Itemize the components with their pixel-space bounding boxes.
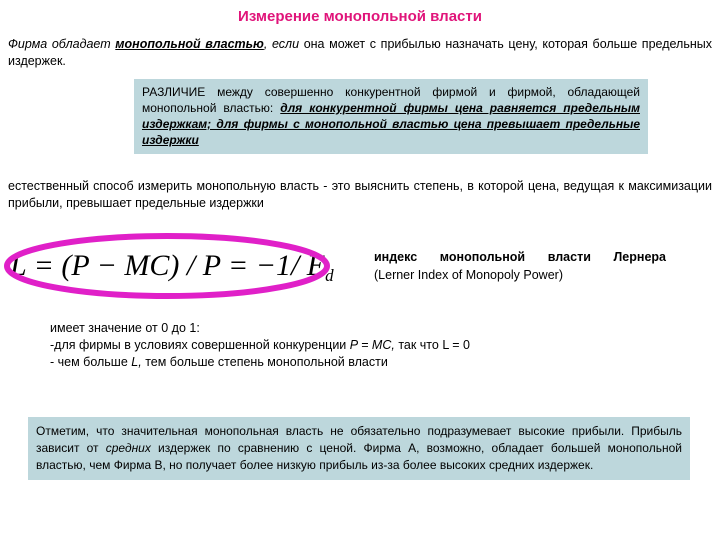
property-range: имеет значение от 0 до 1:	[50, 321, 200, 335]
difference-emphasis: для конкурентной фирмы цена равняется предельным издержкам; для фирмы с монопольной властью цена превышает предельные издержки	[142, 101, 640, 147]
lerner-properties	[50, 320, 470, 371]
property-larger-variable: L,	[131, 355, 142, 369]
property-competition-text: -для фирмы в условиях совершенной конкуренции	[50, 338, 347, 352]
intro-part1: Фирма обладает	[8, 37, 111, 51]
intro-part3: она может с прибылью назначать цену, которая больше предельных издержек.	[8, 37, 712, 68]
property-competition-equation: P = MC,	[349, 338, 395, 352]
lerner-index-subtitle: (Lerner Index of Monopoly Power)	[374, 268, 563, 282]
note-part2: издержек по сравнению с ценой. Фирма А, возможно, обладает большей монопольной властью, чем Фирма В, но получает более низкую прибыль из-за более высоких средних издержек.	[36, 441, 682, 472]
natural-way-paragraph: естественный способ измерить монопольную власть - это выяснить степень, в которой цена, ведущая к максимизации прибыли, превышает предельные издержки	[8, 179, 712, 210]
lerner-index-title: индекс монопольной власти Лернера	[374, 250, 666, 264]
property-larger-result: тем больше степень монопольной власти	[145, 355, 388, 369]
property-larger-text: - чем больше	[50, 355, 128, 369]
formula-highlight-ellipse	[0, 231, 335, 301]
formula-subscript: d	[325, 266, 334, 285]
property-competition-result: так что L = 0	[398, 338, 470, 352]
intro-paragraph	[8, 36, 712, 70]
note-part1: Отметим, что значительная монопольная власть не обязательно подразумевает высокие прибыли. Прибыль зависит от	[36, 424, 682, 455]
slide-title: Измерение монопольной власти	[238, 8, 482, 25]
property-larger	[50, 354, 470, 371]
monopoly-power-term: монопольной властью	[115, 37, 264, 51]
note-italic: средних	[105, 441, 151, 455]
formula-main: L = (P − MC) / P = −1/ E	[10, 249, 326, 282]
note-box	[28, 417, 690, 480]
difference-box	[134, 79, 648, 154]
property-competition	[50, 337, 470, 354]
difference-text: РАЗЛИЧИЕ между совершенно конкурентной фирмой и фирмой, обладающей монопольной властью:	[142, 85, 640, 115]
intro-part2: , если	[263, 37, 300, 51]
